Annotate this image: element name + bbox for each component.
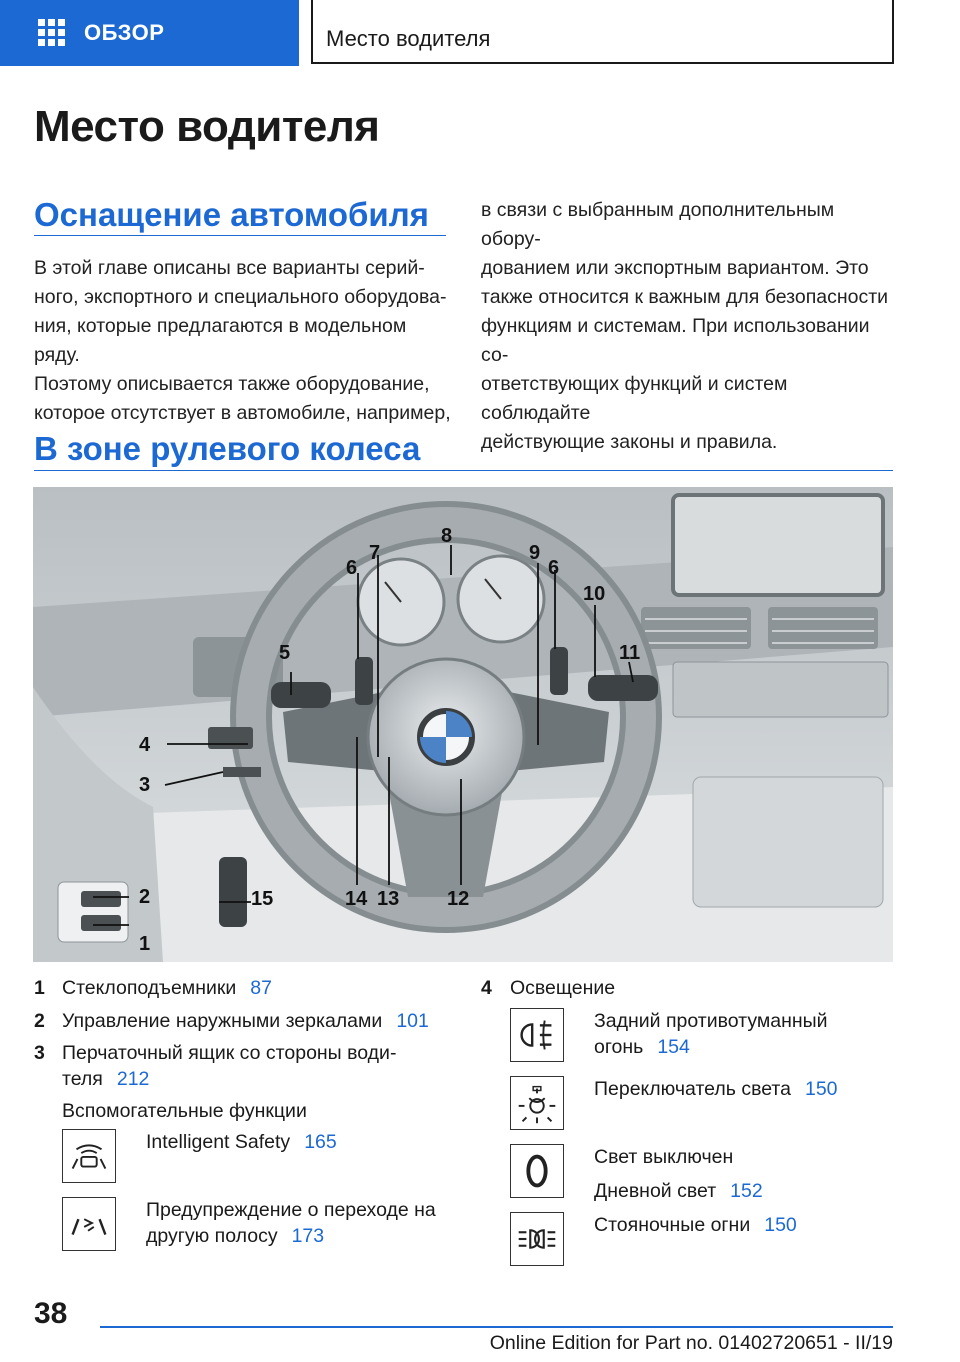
section-rule [34, 235, 446, 236]
legend-item-light-switch [594, 1076, 838, 1102]
callout-label: 2 [139, 886, 151, 908]
legend-text: Дневной свет [594, 1180, 717, 1202]
text-line: ния, которые предлагаются в модельном ряду. [34, 315, 407, 366]
legend-text: Переключатель света [594, 1078, 791, 1100]
intelligent-safety-icon [62, 1129, 116, 1183]
callout-label: 13 [377, 888, 400, 910]
callout-label: 10 [583, 583, 606, 605]
legend-item-windows [62, 975, 272, 1001]
legend-text: другую полосу [146, 1225, 278, 1247]
legend-text: Управление наружными зеркалами [62, 1010, 383, 1032]
text-line: функциям и системам. При использовании со- [481, 315, 870, 366]
lighting-title: Освещение [510, 977, 616, 999]
page-title: Место водителя [34, 102, 380, 151]
steering-wheel-illustration [33, 487, 893, 962]
section-tab-label: ОБЗОР [84, 20, 165, 45]
header-section-tab[interactable] [0, 0, 299, 66]
callout-label: 6 [548, 557, 560, 579]
section-heading-equipment: Оснащение автомобиля [34, 196, 429, 233]
section-rule [34, 470, 893, 471]
legend-number: 3 [34, 1042, 45, 1064]
text-line: ответствующих функций и систем соблюдайте [481, 373, 788, 424]
legend-text: Предупреждение о переходе на [146, 1199, 436, 1221]
footer-rule [100, 1326, 893, 1328]
rear-fog-light-icon [510, 1008, 564, 1062]
page-reference-link[interactable]: 154 [657, 1036, 690, 1058]
legend-text: теля [62, 1068, 103, 1090]
page-reference-link[interactable]: 150 [804, 1078, 838, 1100]
legend-item-lane-departure [146, 1197, 436, 1249]
page-reference-link[interactable]: 101 [396, 1010, 429, 1032]
page-number: 38 [34, 1297, 68, 1330]
callout-label: 3 [139, 774, 151, 796]
lights-off-icon [510, 1144, 564, 1198]
footer-edition: Online Edition for Part no. 01402720651 - II/19 [489, 1332, 893, 1354]
text-line: В этой главе описаны все варианты серий- [34, 257, 425, 279]
page-reference-link[interactable]: 150 [764, 1214, 797, 1236]
parking-lights-icon [510, 1212, 564, 1266]
legend-number: 1 [34, 977, 45, 999]
text-line: ного, экспортного и специального оборудова- [34, 286, 447, 308]
legend-item-parking-lights [594, 1212, 797, 1238]
callout-label: 12 [447, 888, 470, 910]
legend-number: 4 [481, 977, 492, 999]
page-reference-link[interactable]: 173 [291, 1225, 325, 1247]
legend-text: Intelligent Safety [146, 1131, 291, 1153]
cockpit-drawing [33, 487, 893, 962]
legend-text: Стеклоподъемники [62, 977, 237, 999]
text-line: также относится к важным для безопасности [481, 286, 889, 308]
callout-label: 8 [441, 525, 453, 547]
intro-column-right [481, 196, 896, 457]
page-reference-link[interactable]: 212 [116, 1068, 150, 1090]
legend-item-intelligent-safety [146, 1129, 337, 1155]
text-line: в связи с выбранным дополнительным обору- [481, 199, 835, 250]
callout-label: 4 [139, 734, 151, 756]
legend-item-glovebox [62, 1040, 396, 1092]
callout-label: 15 [251, 888, 274, 910]
legend-text: Свет выключен [594, 1146, 734, 1168]
intro-column-left [34, 254, 454, 428]
page-reference-link[interactable]: 152 [730, 1180, 763, 1202]
legend-item-rear-fog [594, 1008, 828, 1060]
text-line: Поэтому описывается также оборудование, [34, 373, 430, 395]
callout-label: 9 [529, 542, 541, 564]
text-line: действующие законы и правила. [481, 431, 778, 453]
callout-label: 1 [139, 933, 151, 955]
aux-functions-title: Вспомогательные функции [62, 1100, 307, 1122]
page-reference-link[interactable]: 165 [304, 1131, 337, 1153]
light-switch-icon [510, 1076, 564, 1130]
text-line: дованием или экспортным вариантом. Это [481, 257, 869, 279]
text-line: которое отсутствует в автомобиле, например, [34, 402, 451, 424]
header-section-title: Место водителя [326, 26, 491, 51]
lane-departure-icon [62, 1197, 116, 1251]
legend-text: Стояночные огни [594, 1214, 751, 1236]
callout-label: 7 [369, 542, 381, 564]
legend-text: Задний противотуманный [594, 1010, 828, 1032]
legend-item-lights-off [594, 1144, 763, 1204]
grid-menu-icon [38, 19, 66, 47]
page-reference-link[interactable]: 87 [250, 977, 272, 999]
section-heading-steering: В зоне рулевого колеса [34, 430, 421, 467]
legend-text: Перчаточный ящик со стороны води- [62, 1042, 397, 1064]
legend-number: 2 [34, 1010, 45, 1032]
callout-label: 6 [346, 557, 358, 579]
legend-text: огонь [594, 1036, 644, 1058]
callout-label: 5 [279, 642, 291, 664]
callout-label: 11 [619, 642, 641, 664]
callout-label: 14 [345, 888, 368, 910]
legend-item-mirrors [62, 1008, 429, 1034]
